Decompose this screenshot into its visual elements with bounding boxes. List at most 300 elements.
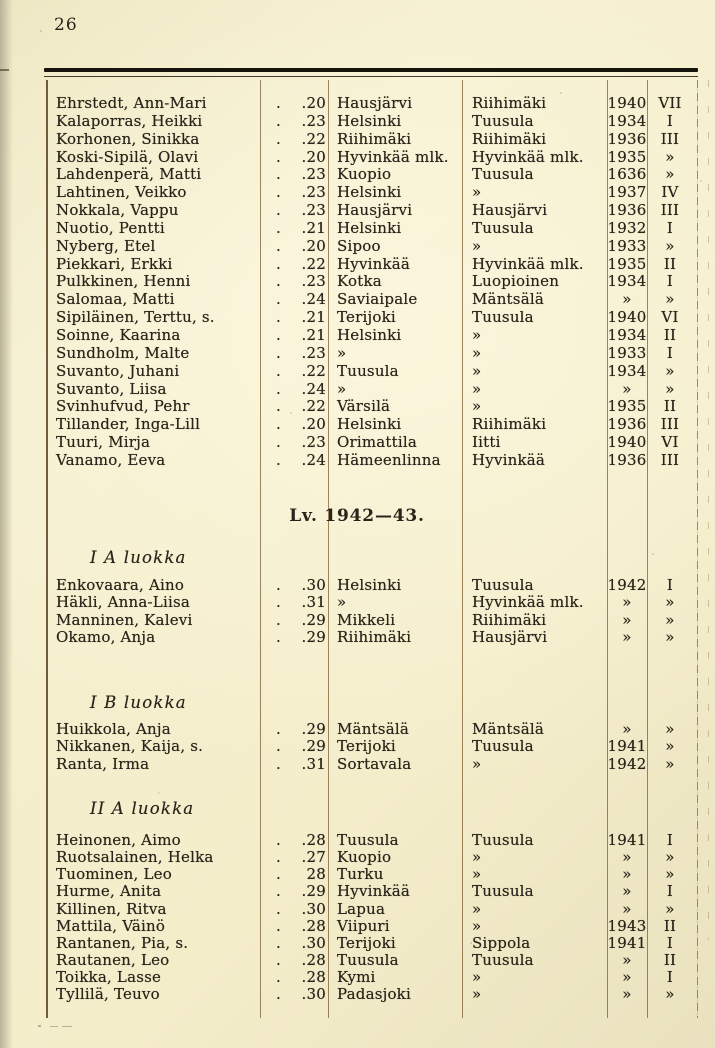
cell-date: .30 (301, 899, 326, 918)
cell-birthplace: Helsinki (337, 183, 402, 202)
cell-name: Manninen, Kalevi (56, 610, 193, 629)
cell-name: Okamo, Anja (56, 628, 156, 647)
margin-rule-tick (0, 69, 9, 71)
cell-parish: Tuusula (472, 308, 534, 327)
cell-grade: » (665, 848, 675, 867)
cell-date: .22 (301, 361, 326, 380)
cell-parish: » (472, 379, 482, 398)
cell-name: Tuominen, Leo (56, 865, 172, 884)
cell-birthplace: Hämeenlinna (337, 450, 441, 469)
cell-year: » (622, 848, 632, 867)
cell-dot: . (276, 968, 281, 987)
cell-name: Pulkkinen, Henni (56, 272, 191, 291)
table-row (0, 720, 715, 737)
table-row (0, 344, 715, 362)
cell-birthplace: Riihimäki (337, 628, 412, 647)
cell-name: Heinonen, Aimo (56, 831, 181, 849)
cell-date: .29 (301, 720, 326, 738)
cell-grade: » (665, 610, 675, 629)
cell-date: .28 (301, 968, 326, 987)
cell-name: Hurme, Anita (56, 882, 162, 901)
cell-parish: Tuusula (472, 950, 534, 969)
cell-date: .28 (301, 916, 326, 935)
cell-grade: I (666, 933, 674, 952)
cell-grade: I (666, 343, 674, 362)
cell-year: 1936 (607, 415, 647, 434)
cell-parish: Riihimäki (472, 610, 547, 629)
cell-birthplace: Tuusula (337, 950, 399, 969)
cell-dot: . (276, 290, 281, 309)
cell-dot: . (276, 831, 281, 849)
cell-year: 1933 (607, 236, 647, 255)
cell-name: Tuuri, Mirja (56, 433, 151, 452)
cell-name: Tyllilä, Teuvo (56, 985, 160, 1004)
cell-dot: . (276, 950, 281, 969)
cell-parish: » (472, 236, 482, 255)
cell-date: .24 (301, 379, 326, 398)
cell-grade: » (665, 165, 675, 184)
cell-birthplace: Terijoki (337, 308, 396, 327)
section-title-ib: I B luokka (90, 693, 187, 712)
cell-date: .20 (301, 415, 326, 434)
cell-grade: I (666, 882, 674, 901)
cell-dot: . (276, 737, 281, 756)
table-row (0, 148, 715, 166)
cell-dot: . (276, 397, 281, 416)
cell-grade: » (665, 236, 675, 255)
cell-dot: . (276, 218, 281, 237)
cell-dot: . (276, 183, 281, 202)
table-row (0, 951, 715, 968)
cell-parish: Tuusula (472, 882, 534, 901)
cell-birthplace: Tuusula (337, 361, 399, 380)
cell-dot: . (276, 147, 281, 166)
cell-name: Häkli, Anna-Liisa (56, 593, 191, 612)
cell-parish: » (472, 916, 482, 935)
cell-dot: . (276, 325, 281, 344)
table-row (0, 985, 715, 1002)
cell-grade: II (663, 254, 677, 273)
table-row (0, 611, 715, 628)
cell-year: 1935 (607, 147, 647, 166)
cell-parish: Hyvinkää mlk. (472, 593, 584, 612)
cell-date: .23 (301, 165, 326, 184)
cell-name: Korhonen, Sinikka (56, 129, 200, 148)
cell-name: Ehrstedt, Ann-Mari (56, 94, 207, 112)
cell-birthplace: Sortavala (337, 754, 412, 773)
cell-parish: » (472, 985, 482, 1004)
table-row (0, 183, 715, 201)
cell-parish: Riihimäki (472, 415, 547, 434)
cell-birthplace: Helsinki (337, 218, 402, 237)
cell-year: 1636 (607, 165, 647, 184)
cell-grade: II (663, 950, 677, 969)
table-row (0, 831, 715, 848)
cell-parish: Hausjärvi (472, 201, 548, 220)
cell-dot: . (276, 882, 281, 901)
cell-date: .27 (301, 848, 326, 867)
stray-pencil-mark (38, 1022, 78, 1030)
cell-year: 1941 (607, 737, 647, 756)
cell-dot: . (276, 94, 281, 112)
table-row (0, 130, 715, 148)
cell-date: .22 (301, 129, 326, 148)
cell-year: 1940 (607, 94, 647, 112)
cell-grade: » (665, 754, 675, 773)
cell-birthplace: Helsinki (337, 415, 402, 434)
cell-dot: . (276, 201, 281, 220)
cell-date: .29 (301, 882, 326, 901)
cell-parish: Mäntsälä (472, 290, 544, 309)
roster-table-iia (0, 831, 715, 1002)
cell-year: 1937 (607, 183, 647, 202)
cell-date: .29 (301, 610, 326, 629)
cell-parish: Hyvinkää (472, 450, 546, 469)
cell-name: Lahdenperä, Matti (56, 165, 202, 184)
cell-name: Sundholm, Malte (56, 343, 190, 362)
table-row (0, 628, 715, 645)
cell-year: 1934 (607, 325, 647, 344)
cell-date: .28 (301, 950, 326, 969)
cell-date: .21 (301, 325, 326, 344)
cell-birthplace: Turku (337, 865, 384, 884)
cell-parish: Tuusula (472, 165, 534, 184)
cell-parish: Tuusula (472, 737, 534, 756)
table-row (0, 865, 715, 882)
table-row (0, 237, 715, 255)
cell-date: .20 (301, 94, 326, 112)
cell-dot: . (276, 754, 281, 773)
cell-parish: Sippola (472, 933, 531, 952)
cell-birthplace: Tuusula (337, 831, 399, 849)
cell-dot: . (276, 254, 281, 273)
cell-grade: I (666, 831, 674, 849)
cell-parish: » (472, 754, 482, 773)
cell-grade: I (666, 272, 674, 291)
cell-parish: Riihimäki (472, 94, 547, 112)
cell-dot: . (276, 899, 281, 918)
cell-dot: . (276, 916, 281, 935)
cell-birthplace: Hausjärvi (337, 94, 413, 112)
cell-grade: VI (661, 433, 679, 452)
cell-parish: » (472, 899, 482, 918)
cell-date: .23 (301, 183, 326, 202)
cell-year: 1942 (607, 576, 647, 594)
cell-grade: II (663, 916, 677, 935)
cell-birthplace: Hausjärvi (337, 201, 413, 220)
cell-grade: IV (661, 183, 679, 202)
cell-birthplace: Helsinki (337, 325, 402, 344)
cell-parish: Luopioinen (472, 272, 560, 291)
cell-parish: Mäntsälä (472, 720, 544, 738)
cell-name: Enkovaara, Aino (56, 576, 185, 594)
table-row (0, 255, 715, 273)
cell-grade: » (665, 290, 675, 309)
cell-date: .21 (301, 308, 326, 327)
cell-grade: III (660, 415, 680, 434)
cell-year: 1940 (607, 308, 647, 327)
table-row (0, 290, 715, 308)
cell-date: .24 (301, 290, 326, 309)
cell-year: 1941 (607, 831, 647, 849)
cell-birthplace: Padasjoki (337, 985, 411, 1004)
cell-grade: VII (658, 94, 682, 112)
cell-grade: I (666, 111, 674, 130)
cell-date: .23 (301, 433, 326, 452)
cell-year: 1940 (607, 433, 647, 452)
cell-year: 1935 (607, 397, 647, 416)
cell-parish: Hyvinkää mlk. (472, 147, 584, 166)
cell-date: .29 (301, 737, 326, 756)
cell-date: .31 (301, 593, 326, 612)
cell-date: .22 (301, 254, 326, 273)
cell-grade: VI (661, 308, 679, 327)
cell-parish: Tuusula (472, 111, 534, 130)
table-row (0, 201, 715, 219)
cell-name: Salomaa, Matti (56, 290, 175, 309)
cell-grade: » (665, 985, 675, 1004)
cell-parish: » (472, 848, 482, 867)
table-row (0, 415, 715, 433)
cell-name: Nuotio, Pentti (56, 218, 165, 237)
cell-year: 1936 (607, 129, 647, 148)
cell-grade: III (660, 450, 680, 469)
cell-date: 28 (306, 865, 326, 884)
cell-dot: . (276, 933, 281, 952)
cell-birthplace: Kuopio (337, 165, 392, 184)
cell-grade: III (660, 201, 680, 220)
cell-parish: Tuusula (472, 831, 534, 849)
cell-date: .30 (301, 933, 326, 952)
cell-date: .20 (301, 236, 326, 255)
cell-birthplace: Kuopio (337, 848, 392, 867)
table-row (0, 451, 715, 469)
cell-parish: » (472, 361, 482, 380)
cell-dot: . (276, 343, 281, 362)
table-top-rule-thin (44, 76, 698, 78)
cell-grade: » (665, 593, 675, 612)
cell-name: Soinne, Kaarina (56, 325, 181, 344)
cell-date: .23 (301, 201, 326, 220)
cell-birthplace: Kymi (337, 968, 376, 987)
cell-year: 1934 (607, 272, 647, 291)
cell-grade: I (666, 576, 674, 594)
cell-dot: . (276, 865, 281, 884)
cell-date: .21 (301, 218, 326, 237)
cell-year: 1936 (607, 201, 647, 220)
cell-year: » (622, 593, 632, 612)
cell-birthplace: Terijoki (337, 933, 396, 952)
table-row (0, 397, 715, 415)
cell-birthplace: Hyvinkää mlk. (337, 147, 449, 166)
cell-date: .30 (301, 985, 326, 1004)
cell-name: Nokkala, Vappu (56, 201, 179, 220)
cell-year: 1934 (607, 361, 647, 380)
cell-birthplace: Sipoo (337, 236, 381, 255)
cell-name: Sipiläinen, Terttu, s. (56, 308, 215, 327)
cell-parish: Tuusula (472, 218, 534, 237)
table-row (0, 737, 715, 754)
cell-dot: . (276, 272, 281, 291)
cell-year: 1933 (607, 343, 647, 362)
cell-grade: II (663, 325, 677, 344)
cell-parish: » (472, 397, 482, 416)
cell-name: Vanamo, Eeva (56, 450, 166, 469)
cell-name: Ruotsalainen, Helka (56, 848, 214, 867)
table-row (0, 94, 715, 112)
table-row (0, 308, 715, 326)
table-row (0, 380, 715, 398)
cell-dot: . (276, 848, 281, 867)
cell-date: .31 (301, 754, 326, 773)
cell-birthplace: Värsilä (337, 397, 391, 416)
table-row (0, 272, 715, 290)
cell-dot: . (276, 720, 281, 738)
cell-date: .23 (301, 111, 326, 130)
cell-year: » (622, 720, 632, 738)
cell-name: Suvanto, Juhani (56, 361, 180, 380)
roster-table-continued (0, 94, 715, 469)
cell-grade: I (666, 968, 674, 987)
cell-year: 1942 (607, 754, 647, 773)
cell-year: 1934 (607, 111, 647, 130)
cell-year: 1941 (607, 933, 647, 952)
cell-parish: » (472, 968, 482, 987)
cell-dot: . (276, 379, 281, 398)
cell-year: » (622, 379, 632, 398)
table-row (0, 576, 715, 593)
cell-birthplace: » (337, 379, 347, 398)
cell-dot: . (276, 236, 281, 255)
cell-dot: . (276, 610, 281, 629)
cell-birthplace: Kotka (337, 272, 382, 291)
cell-dot: . (276, 129, 281, 148)
cell-name: Koski-Sipilä, Olavi (56, 147, 199, 166)
cell-grade: I (666, 218, 674, 237)
cell-date: .29 (301, 628, 326, 647)
cell-birthplace: Terijoki (337, 737, 396, 756)
cell-birthplace: Lapua (337, 899, 386, 918)
cell-date: .23 (301, 343, 326, 362)
cell-dot: . (276, 433, 281, 452)
cell-grade: » (665, 899, 675, 918)
cell-grade: » (665, 361, 675, 380)
cell-birthplace: Helsinki (337, 111, 402, 130)
cell-date: .24 (301, 450, 326, 469)
cell-parish: Riihimäki (472, 129, 547, 148)
table-top-rule-thick (44, 68, 698, 72)
cell-birthplace: Hyvinkää (337, 882, 411, 901)
cell-year: » (622, 950, 632, 969)
table-row (0, 755, 715, 772)
section-title-iia: II A luokka (90, 799, 195, 818)
cell-grade: » (665, 379, 675, 398)
cell-name: Ranta, Irma (56, 754, 150, 773)
cell-name: Svinhufvud, Pehr (56, 397, 190, 416)
cell-birthplace: Viipuri (337, 916, 390, 935)
cell-year: » (622, 882, 632, 901)
cell-dot: . (276, 985, 281, 1004)
cell-year: » (622, 865, 632, 884)
cell-year: » (622, 968, 632, 987)
cell-date: .28 (301, 831, 326, 849)
table-row (0, 593, 715, 610)
cell-grade: » (665, 737, 675, 756)
cell-year: 1936 (607, 450, 647, 469)
cell-dot: . (276, 415, 281, 434)
table-row (0, 433, 715, 451)
cell-name: Nyberg, Etel (56, 236, 156, 255)
cell-date: .30 (301, 576, 326, 594)
cell-parish: Hyvinkää mlk. (472, 254, 584, 273)
cell-name: Mattila, Väinö (56, 916, 166, 935)
cell-grade: II (663, 397, 677, 416)
cell-name: Rautanen, Leo (56, 950, 170, 969)
cell-birthplace: Hyvinkää (337, 254, 411, 273)
cell-birthplace: Orimattila (337, 433, 418, 452)
cell-date: .23 (301, 272, 326, 291)
table-row (0, 219, 715, 237)
cell-dot: . (276, 576, 281, 594)
table-row (0, 362, 715, 380)
cell-name: Nikkanen, Kaija, s. (56, 737, 204, 756)
table-row (0, 900, 715, 917)
cell-dot: . (276, 111, 281, 130)
cell-year: 1932 (607, 218, 647, 237)
cell-year: » (622, 610, 632, 629)
cell-dot: . (276, 165, 281, 184)
page-number: 26 (54, 15, 78, 35)
cell-grade: » (665, 720, 675, 738)
cell-parish: Hausjärvi (472, 628, 548, 647)
table-row (0, 165, 715, 183)
term-heading: Lv. 1942—43. (289, 506, 425, 526)
cell-year: » (622, 628, 632, 647)
cell-year: » (622, 899, 632, 918)
cell-birthplace: Riihimäki (337, 129, 412, 148)
cell-year: » (622, 290, 632, 309)
cell-parish: Tuusula (472, 576, 534, 594)
cell-grade: » (665, 147, 675, 166)
table-row (0, 882, 715, 899)
cell-parish: » (472, 343, 482, 362)
cell-birthplace: Mikkeli (337, 610, 396, 629)
cell-date: .22 (301, 397, 326, 416)
cell-dot: . (276, 628, 281, 647)
cell-dot: . (276, 450, 281, 469)
cell-birthplace: Helsinki (337, 576, 402, 594)
cell-grade: III (660, 129, 680, 148)
cell-name: Tillander, Inga-Lill (56, 415, 201, 434)
cell-dot: . (276, 361, 281, 380)
cell-birthplace: » (337, 343, 347, 362)
cell-name: Killinen, Ritva (56, 899, 167, 918)
table-row (0, 917, 715, 934)
cell-name: Toikka, Lasse (56, 968, 162, 987)
cell-birthplace: Mäntsälä (337, 720, 409, 738)
table-row (0, 848, 715, 865)
cell-dot: . (276, 308, 281, 327)
cell-parish: » (472, 865, 482, 884)
cell-date: .20 (301, 147, 326, 166)
cell-parish: » (472, 325, 482, 344)
cell-grade: » (665, 865, 675, 884)
cell-year: 1943 (607, 916, 647, 935)
cell-parish: » (472, 183, 482, 202)
cell-birthplace: Saviaipale (337, 290, 418, 309)
cell-name: Huikkola, Anja (56, 720, 171, 738)
table-row (0, 112, 715, 130)
